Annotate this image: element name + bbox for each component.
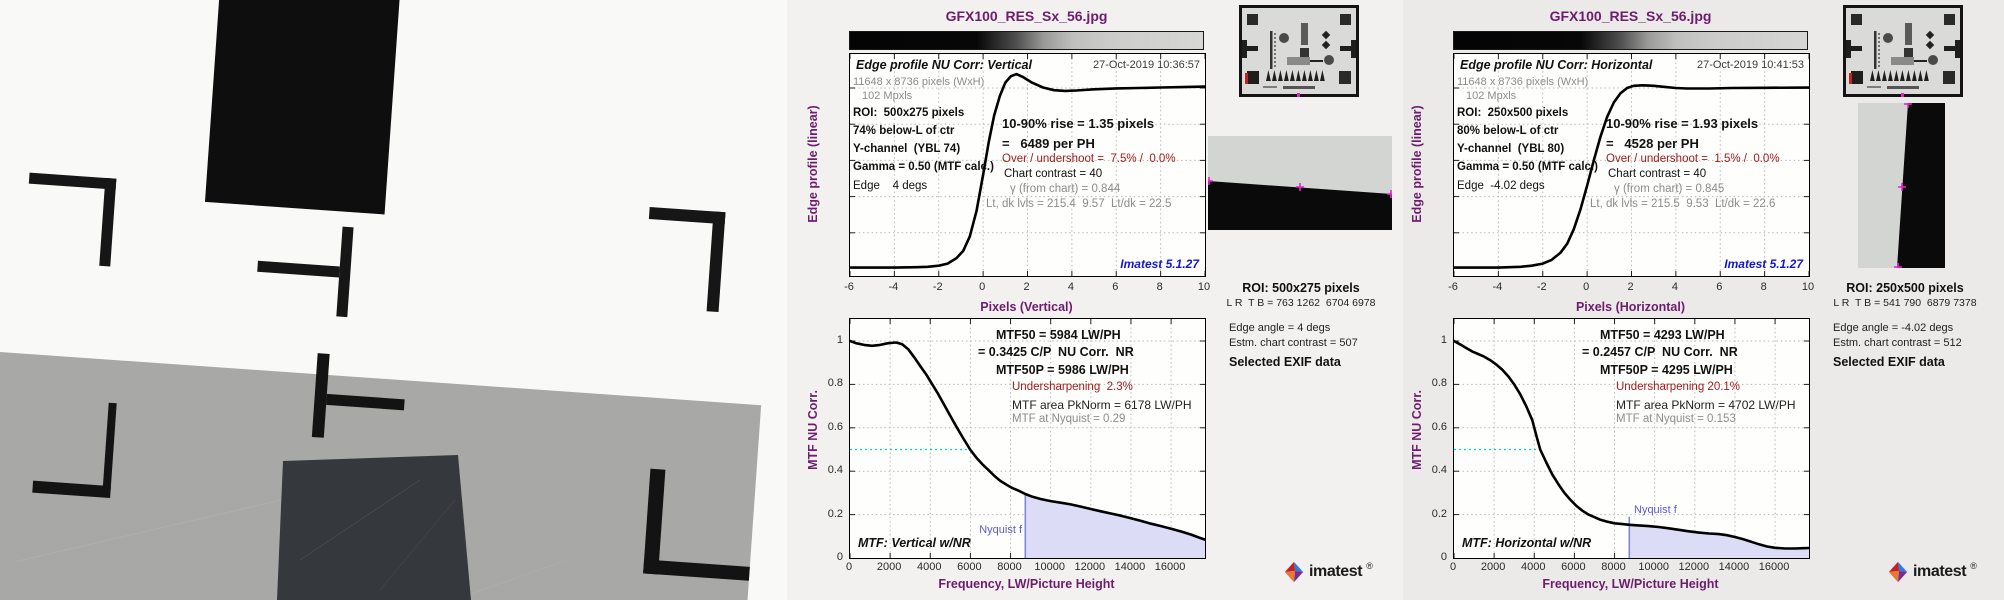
mtf-x-tick: 0: [845, 561, 853, 573]
mtf50-value: MTF50 = 4293 LW/PH: [1600, 328, 1725, 342]
timestamp: 27-Oct-2019 10:41:53: [1696, 59, 1804, 71]
exif-edge-angle: Edge angle = 4 degs: [1229, 322, 1331, 334]
imatest-logo-text: imatest: [1309, 563, 1363, 580]
gamma-setting: Gamma = 0.50 (MTF calc.): [853, 161, 994, 173]
edge-x-tick: 2: [1023, 281, 1030, 293]
mtf-x-tick: 10000: [1638, 561, 1669, 573]
edge-x-tick: 10: [1197, 281, 1211, 293]
mtf-y-tick: 0.6: [1431, 420, 1447, 433]
imatest-logo: [1887, 561, 1977, 583]
edge-x-tick: 4: [1671, 281, 1678, 293]
mtf-x-tick: 10000: [1034, 561, 1065, 573]
edge-x-tick: -2: [932, 281, 943, 293]
mtf-y-tick: 1: [836, 334, 843, 346]
mtf-y-tick: 0.8: [827, 377, 843, 390]
edge-xaxis-label: Pixels (Horizontal): [1575, 300, 1686, 314]
test-chart-photo: [0, 0, 787, 600]
gamma-from-chart: γ (from chart) = 0.844: [1010, 183, 1121, 195]
rise-annotation: 10-90% rise = 1.93 pixels: [1606, 116, 1759, 131]
mtf-yaxis-label: MTF NU Corr.: [1410, 390, 1424, 470]
mtf-at-nyquist: MTF at Nyquist = 0.153: [1616, 413, 1736, 425]
mtf-x-tick: 4000: [917, 561, 942, 573]
sharpening-status: Undersharpening 2.3%: [1012, 381, 1133, 393]
mtf-area: MTF area PkNorm = 6178 LW/PH: [1012, 398, 1192, 412]
edge-yaxis-label: Edge profile (linear): [1410, 105, 1424, 223]
edge-x-tick: 8: [1156, 281, 1163, 293]
roi-coordinates: L R T B = 541 790 6879 7378: [1833, 297, 1977, 309]
roi-caption: ROI: 500x275 pixels: [1242, 281, 1360, 295]
figure-title: GFX100_RES_Sx_56.jpg: [1549, 8, 1712, 24]
mtf-x-tick: 2000: [876, 561, 902, 573]
image-dimensions: 11648 x 8736 pixels (WxH): [853, 76, 985, 88]
imatest-version: Imatest 5.1.27: [1724, 257, 1803, 271]
image-dimensions: 11648 x 8736 pixels (WxH): [1457, 76, 1589, 88]
exif-header: Selected EXIF data: [1833, 355, 1945, 369]
mtf-x-tick: 16000: [1154, 561, 1186, 573]
mtf-y-tick: 1: [1440, 334, 1447, 346]
edge-plot-header: Edge profile NU Corr: Vertical: [856, 58, 1032, 72]
roi-size: ROI: 250x500 pixels: [1457, 107, 1569, 119]
roi-caption: ROI: 250x500 pixels: [1846, 281, 1964, 295]
chart-black-rectangle: [205, 0, 400, 214]
edge-x-tick: 10: [1801, 281, 1815, 293]
imatest-logo: [1283, 561, 1373, 583]
roi-crop-image: [1208, 136, 1392, 230]
mtf-x-tick: 6000: [957, 561, 982, 573]
edge-x-tick: 0: [1583, 281, 1590, 293]
roi-size: ROI: 500x275 pixels: [853, 107, 965, 119]
overshoot-annotation: Over / undershoot = 7.5% / 0.0%: [1002, 153, 1176, 165]
edge-plot-header: Edge profile NU Corr: Horizontal: [1460, 58, 1653, 72]
figure-title: GFX100_RES_Sx_56.jpg: [945, 8, 1108, 24]
mtf-x-tick: 2000: [1480, 561, 1506, 573]
nyquist-label: Nyquist f: [1634, 504, 1677, 516]
exif-header: Selected EXIF data: [1229, 355, 1341, 369]
edge-x-tick: -4: [888, 281, 899, 293]
edge-angle: Edge 4 degs: [853, 180, 928, 192]
timestamp: 27-Oct-2019 10:36:57: [1092, 59, 1200, 71]
edge-x-tick: -6: [1448, 281, 1458, 293]
mtf-x-tick: 12000: [1678, 561, 1710, 573]
rise-per-ph: = 6489 per PH: [1002, 136, 1095, 151]
chart-dark-square: [277, 455, 471, 600]
mtf-y-tick: 0.2: [1431, 507, 1447, 520]
gamma-from-chart: γ (from chart) = 0.845: [1614, 183, 1725, 195]
megapixels: 102 Mpxls: [862, 90, 913, 102]
sharpening-status: Undersharpening 20.1%: [1616, 381, 1741, 393]
mtf-y-tick: 0.4: [1431, 464, 1447, 477]
edge-x-tick: 0: [979, 281, 986, 293]
chart-contrast: Chart contrast = 40: [1608, 168, 1707, 180]
mtf-y-tick: 0.4: [827, 464, 843, 477]
edge-x-tick: 4: [1067, 281, 1074, 293]
imatest-version: Imatest 5.1.27: [1120, 257, 1199, 271]
mtf50-cycles: = 0.3425 C/P NU Corr. NR: [978, 345, 1134, 359]
mtf-x-tick: 6000: [1561, 561, 1586, 573]
mtf50-value: MTF50 = 5984 LW/PH: [996, 328, 1121, 342]
mtf-y-tick: 0: [836, 551, 843, 563]
registered-mark: ®: [1366, 561, 1373, 571]
imatest-panel-vertical: [787, 0, 1404, 600]
mtf-x-tick: 16000: [1758, 561, 1790, 573]
roi-location: 80% below-L of ctr: [1457, 125, 1559, 137]
mtf-xaxis-label: Frequency, LW/Picture Height: [938, 577, 1115, 591]
mtf-x-tick: 14000: [1114, 561, 1146, 573]
edge-xaxis-label: Pixels (Vertical): [980, 300, 1073, 314]
mtf-area: MTF area PkNorm = 4702 LW/PH: [1616, 398, 1796, 412]
mtf-plot: [849, 318, 1206, 559]
chart-contrast: Chart contrast = 40: [1004, 168, 1103, 180]
mtf-y-tick: 0.8: [1431, 377, 1447, 390]
imatest-logo-icon: [1887, 561, 1909, 583]
mtf-xaxis-label: Frequency, LW/Picture Height: [1542, 577, 1719, 591]
edge-angle: Edge -4.02 degs: [1457, 180, 1545, 192]
edge-x-tick: -6: [844, 281, 854, 293]
mtf-x-tick: 12000: [1074, 561, 1106, 573]
imatest-logo-text: imatest: [1913, 563, 1967, 580]
mtf-x-tick: 8000: [1601, 561, 1626, 573]
edge-profile-plot: [1453, 53, 1810, 277]
mtf50p-value: MTF50P = 4295 LW/PH: [1600, 363, 1733, 377]
edge-x-tick: 2: [1627, 281, 1634, 293]
mtf50-cycles: = 0.2457 C/P NU Corr. NR: [1582, 345, 1738, 359]
mtf50p-value: MTF50P = 5986 LW/PH: [996, 363, 1129, 377]
mtf-plot-label: MTF: Vertical w/NR: [858, 536, 971, 550]
mtf-x-tick: 14000: [1718, 561, 1750, 573]
rise-per-ph: = 4528 per PH: [1606, 136, 1699, 151]
light-dark-levels: Lt, dk lvls = 215.4 9.57 Lt/dk = 22.5: [986, 198, 1172, 210]
light-dark-levels: Lt, dk lvls = 215.5 9.53 Lt/dk = 22.6: [1590, 198, 1776, 210]
edge-gradient-bar: [849, 31, 1204, 50]
mtf-y-tick: 0.2: [827, 507, 843, 520]
mtf-x-tick: 4000: [1521, 561, 1546, 573]
exif-edge-angle: Edge angle = -4.02 degs: [1833, 322, 1954, 334]
channel: Y-channel (YBL 80): [1457, 143, 1565, 155]
edge-x-tick: 8: [1760, 281, 1767, 293]
mtf-x-tick: 0: [1449, 561, 1457, 573]
gamma-setting: Gamma = 0.50 (MTF calc.): [1457, 161, 1598, 173]
edge-x-tick: 6: [1716, 281, 1723, 293]
mtf-at-nyquist: MTF at Nyquist = 0.29: [1012, 413, 1126, 425]
imatest-panel-horizontal: [1391, 0, 2004, 600]
edge-x-tick: -2: [1536, 281, 1547, 293]
roi-crop-image: [1858, 103, 1945, 268]
mtf-x-tick: 8000: [997, 561, 1022, 573]
roi-location: 74% below-L of ctr: [853, 125, 955, 137]
nyquist-label: Nyquist f: [979, 524, 1022, 536]
mtf-yaxis-label: MTF NU Corr.: [806, 390, 820, 470]
chart-thumbnail: [1239, 5, 1359, 97]
edge-profile-plot: [849, 53, 1206, 277]
registered-mark: ®: [1970, 561, 1977, 571]
overshoot-annotation: Over / undershoot = 1.5% / 0.0%: [1606, 153, 1780, 165]
roi-coordinates: L R T B = 763 1262 6704 6978: [1226, 297, 1376, 309]
exif-chart-contrast: Estm. chart contrast = 512: [1833, 337, 1962, 349]
mtf-y-tick: 0: [1440, 551, 1447, 563]
rise-annotation: 10-90% rise = 1.35 pixels: [1002, 116, 1155, 131]
edge-yaxis-label: Edge profile (linear): [806, 105, 820, 223]
megapixels: 102 Mpxls: [1466, 90, 1517, 102]
edge-gradient-bar: [1453, 31, 1808, 50]
channel: Y-channel (YBL 74): [853, 143, 961, 155]
edge-x-tick: 6: [1112, 281, 1119, 293]
mtf-plot-label: MTF: Horizontal w/NR: [1462, 536, 1592, 550]
exif-chart-contrast: Estm. chart contrast = 507: [1229, 337, 1358, 349]
mtf-y-tick: 0.6: [827, 420, 843, 433]
edge-x-tick: -4: [1492, 281, 1503, 293]
mtf-plot: [1453, 318, 1810, 559]
chart-thumbnail: [1843, 5, 1963, 97]
imatest-logo-icon: [1283, 561, 1305, 583]
